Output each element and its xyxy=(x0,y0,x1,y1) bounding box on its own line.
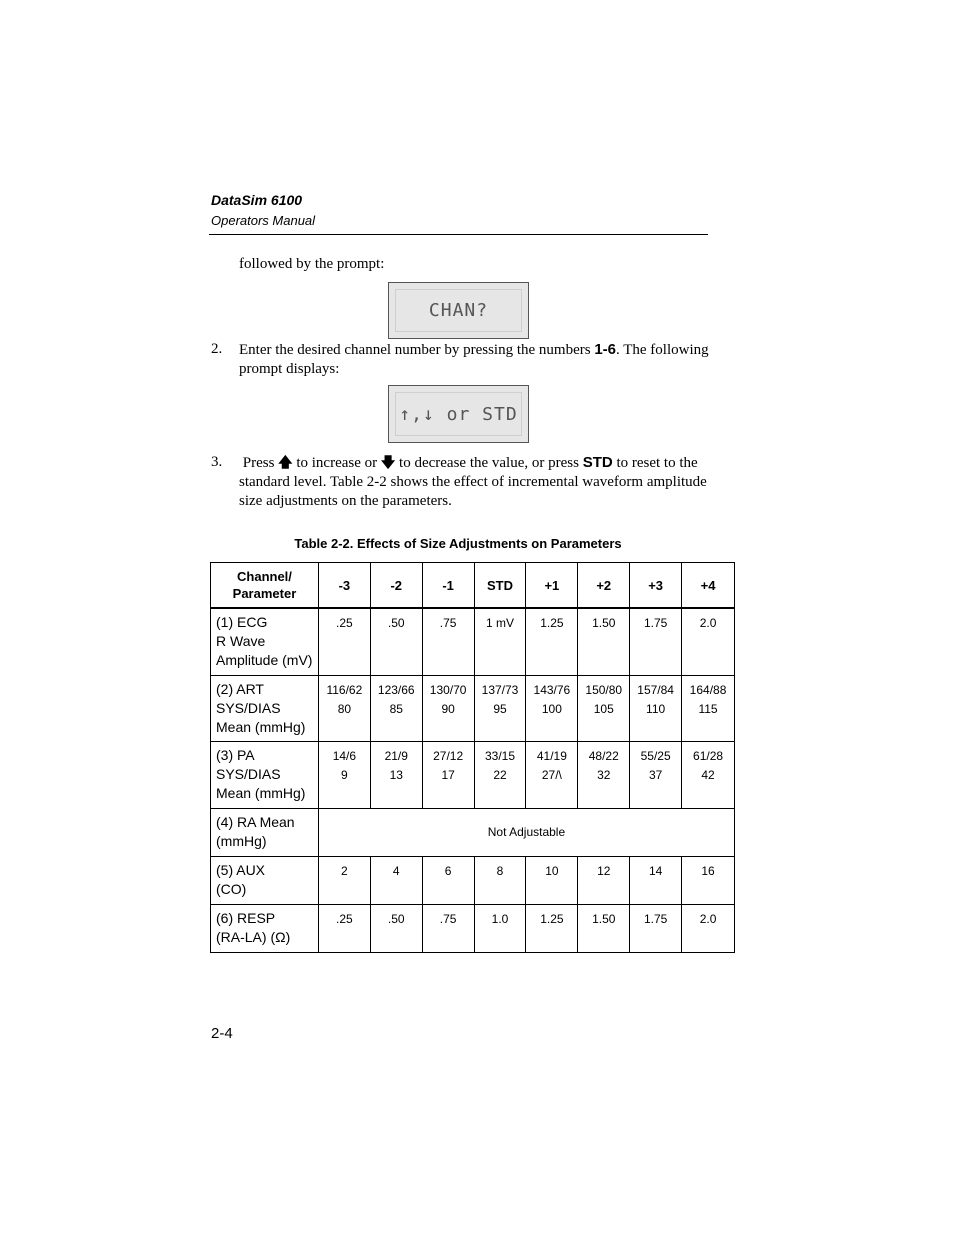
value-line: 123/66 xyxy=(377,682,415,697)
value-cell xyxy=(422,675,474,741)
step-3-text xyxy=(239,453,709,511)
table-row xyxy=(211,808,735,856)
row-label-line: SYS/DIAS xyxy=(216,765,281,782)
table-header-cell: -3 xyxy=(318,563,370,609)
value-line: 80 xyxy=(337,701,352,716)
row-label-line: (1) ECG xyxy=(216,614,268,630)
value-line: 13 xyxy=(389,767,403,782)
value-cell xyxy=(578,675,630,741)
value-cell xyxy=(318,904,370,952)
value-line: 21/9 xyxy=(384,748,408,763)
down-arrow-icon: 🡇 xyxy=(380,455,396,471)
step-2-text xyxy=(239,340,709,379)
row-label-line: (2) ART xyxy=(216,680,264,697)
value-cell xyxy=(630,608,682,675)
value-line: 1.25 xyxy=(540,616,564,630)
value-line: 27/12 xyxy=(433,748,464,763)
step-2-text-before: Enter the desired channel number by pressing the numbers xyxy=(239,342,595,358)
row-label-line: (4) RA Mean xyxy=(216,813,295,830)
value-cell xyxy=(318,675,370,741)
value-cell xyxy=(370,741,422,808)
table-row xyxy=(211,856,735,904)
value-line: 27/\ xyxy=(541,767,562,782)
value-line: .25 xyxy=(336,911,353,926)
value-line: 1.25 xyxy=(540,911,564,926)
value-line: 4 xyxy=(392,863,400,878)
step-3-bold-key: STD xyxy=(582,454,613,471)
value-cell xyxy=(578,608,630,675)
table-header-cell: +2 xyxy=(578,563,630,609)
step-number: 3. xyxy=(211,454,223,470)
value-line: 1.50 xyxy=(592,911,616,926)
value-line: 150/80 xyxy=(585,682,623,697)
document-subtitle: Operators Manual xyxy=(211,213,316,228)
row-label-line: Mean (mmHg) xyxy=(216,718,306,735)
value-line: 1 mV xyxy=(485,616,514,630)
value-cell xyxy=(630,741,682,808)
table-row xyxy=(211,904,735,952)
value-line: 115 xyxy=(698,701,718,716)
row-label-line: SYS/DIAS xyxy=(216,699,281,716)
value-cell xyxy=(422,904,474,952)
step-number: 2. xyxy=(211,341,223,357)
row-label-cell xyxy=(211,856,319,904)
value-line: 42 xyxy=(701,767,715,782)
value-line: 85 xyxy=(389,701,403,716)
row-label-cell xyxy=(211,904,319,952)
value-cell xyxy=(370,904,422,952)
step-2-text-after: . The following prompt displays: xyxy=(239,342,709,377)
value-line: 1.50 xyxy=(592,616,616,630)
step-3-text-after: to reset to the standard level. Table 2-2 shows the effect of incremental waveform amplitude size adjustments on the parameters. xyxy=(239,455,707,509)
value-cell xyxy=(370,856,422,904)
table-header-cell: -2 xyxy=(370,563,422,609)
value-line: 110 xyxy=(646,701,666,716)
value-line: 1.75 xyxy=(643,616,668,630)
value-cell xyxy=(682,904,735,952)
value-line: 1.0 xyxy=(491,911,509,926)
row-label-line: Mean (mmHg) xyxy=(216,784,306,801)
row-label-cell xyxy=(211,675,319,741)
value-line: 33/15 xyxy=(484,748,516,763)
value-line: 37 xyxy=(648,767,663,782)
row-label-line: (3) PA xyxy=(216,746,255,763)
table-header-cell: STD xyxy=(474,563,526,609)
value-cell xyxy=(526,904,578,952)
lcd-text: ↑,↓ or STD xyxy=(395,392,522,436)
value-line: 1.75 xyxy=(643,911,668,926)
row-label-cell xyxy=(211,741,319,808)
value-line: 6 xyxy=(444,863,452,878)
value-line: .50 xyxy=(387,911,405,926)
value-cell xyxy=(526,856,578,904)
value-cell xyxy=(682,741,735,808)
value-line: 14/6 xyxy=(332,748,357,763)
step-3-press: Press xyxy=(242,455,279,471)
value-line: 9 xyxy=(341,767,348,782)
value-cell xyxy=(630,856,682,904)
step-3-mid1: to increase or xyxy=(292,455,381,471)
value-cell xyxy=(682,608,735,675)
parameters-table xyxy=(210,562,735,953)
value-line: 12 xyxy=(597,863,611,878)
value-cell xyxy=(474,904,526,952)
value-line: 157/84 xyxy=(637,682,674,697)
value-line: 116/62 xyxy=(326,682,363,697)
value-cell xyxy=(526,675,578,741)
table-row xyxy=(211,741,735,808)
value-line: 100 xyxy=(541,701,562,716)
step-3-mid2: to decrease the value, or press xyxy=(395,455,583,471)
value-line: 32 xyxy=(597,767,611,782)
lcd-text: CHAN? xyxy=(395,289,522,332)
up-arrow-icon: 🡅 xyxy=(278,455,293,471)
value-cell xyxy=(370,675,422,741)
table-header-cell: -1 xyxy=(422,563,474,609)
page-number: 2-4 xyxy=(211,1025,233,1042)
value-line: 105 xyxy=(593,701,614,716)
value-line: .25 xyxy=(336,616,353,630)
row-label-cell xyxy=(211,808,319,856)
row-label-line: Amplitude (mV) xyxy=(216,652,313,668)
value-line: 41/19 xyxy=(536,748,567,763)
value-cell xyxy=(318,608,370,675)
value-line: 2.0 xyxy=(699,616,717,630)
table-header-cell: +3 xyxy=(630,563,682,609)
table-header-cell: +1 xyxy=(526,563,578,609)
value-line: 137/73 xyxy=(481,682,519,697)
row-label-line: R Wave xyxy=(216,633,266,649)
value-cell xyxy=(526,608,578,675)
value-line: 130/70 xyxy=(429,682,467,697)
value-line: 48/22 xyxy=(588,748,619,763)
row-label-line: (CO) xyxy=(216,880,247,897)
not-adjustable-cell: Not Adjustable xyxy=(318,808,734,856)
row-label-line: (RA-LA) (Ω) xyxy=(216,928,291,945)
value-cell xyxy=(474,741,526,808)
table-body xyxy=(211,608,735,952)
value-cell xyxy=(422,741,474,808)
value-line: .75 xyxy=(439,911,457,926)
value-line: 8 xyxy=(496,863,504,878)
value-cell xyxy=(318,741,370,808)
value-cell xyxy=(578,856,630,904)
table-header-cell: Channel/ Parameter xyxy=(211,563,319,609)
table-caption: Table 2-2. Effects of Size Adjustments on Parameters xyxy=(294,536,622,551)
value-line: 61/28 xyxy=(693,748,724,763)
value-line: 14 xyxy=(648,863,663,878)
intro-text: followed by the prompt: xyxy=(239,256,385,272)
table-header-row xyxy=(211,563,735,609)
header-divider xyxy=(209,234,708,235)
value-cell xyxy=(526,741,578,808)
value-cell xyxy=(578,904,630,952)
value-line: 2 xyxy=(341,863,348,878)
row-label-line: (6) RESP xyxy=(216,909,276,926)
document-title: DataSim 6100 xyxy=(211,192,303,208)
value-line: 143/76 xyxy=(533,682,571,697)
value-line: 10 xyxy=(545,863,559,878)
table-row xyxy=(211,608,735,675)
lcd-display-adjust xyxy=(388,385,529,443)
value-line: 95 xyxy=(493,701,507,716)
value-line: .50 xyxy=(387,616,405,630)
value-cell xyxy=(474,856,526,904)
row-label-line: (5) AUX xyxy=(216,861,266,878)
table-row xyxy=(211,675,735,741)
value-line: 22 xyxy=(493,767,507,782)
value-cell xyxy=(422,608,474,675)
value-line: 2.0 xyxy=(699,911,717,926)
row-label-line: (mmHg) xyxy=(216,832,267,849)
value-cell xyxy=(682,856,735,904)
value-cell xyxy=(370,608,422,675)
value-cell xyxy=(630,904,682,952)
step-2-bold-keys: 1-6 xyxy=(594,341,616,358)
value-line: 90 xyxy=(441,701,455,716)
value-line: 17 xyxy=(441,767,455,782)
lcd-display-chan xyxy=(388,282,529,339)
value-line: 16 xyxy=(701,863,715,878)
table-header-cell: +4 xyxy=(682,563,735,609)
row-label-cell xyxy=(211,608,319,675)
value-cell xyxy=(682,675,735,741)
value-cell xyxy=(318,856,370,904)
value-line: 164/88 xyxy=(689,682,727,697)
value-cell xyxy=(474,675,526,741)
value-cell xyxy=(422,856,474,904)
value-cell xyxy=(474,608,526,675)
value-line: .75 xyxy=(439,616,457,630)
value-cell xyxy=(630,675,682,741)
value-cell xyxy=(578,741,630,808)
value-line: 55/25 xyxy=(640,748,671,763)
